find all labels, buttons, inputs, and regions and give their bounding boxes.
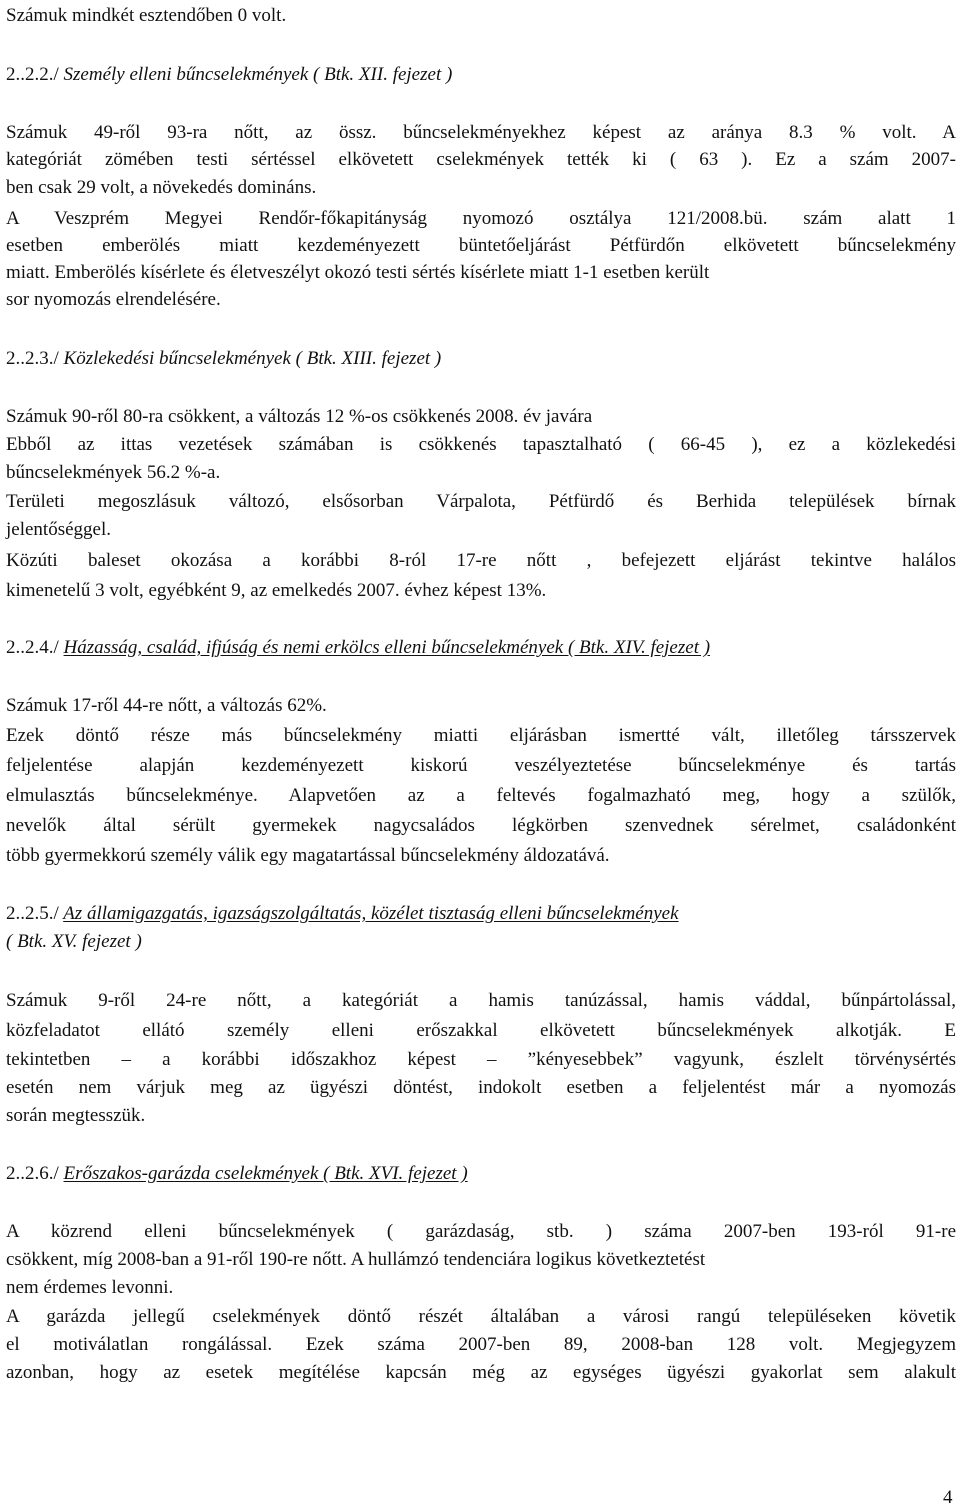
text-line: kategóriát zömében testi sértéssel elkövetett cselekmények tették ki ( 63 ). Ez a szám 2007- — [6, 149, 956, 170]
text-line: tekintetben – a korábbi időszakhoz képest – ”kényesebbek” vagyunk, észlelt törvénysértés — [6, 1049, 956, 1070]
text-line: Ezek döntő része más bűncselekmény miatti eljárásban ismertté vált, illetőleg társszervek — [6, 725, 956, 746]
text-line: közfeladatot ellátó személy elleni erőszakkal elkövetett bűncselekmények alkotják. E — [6, 1020, 956, 1041]
section-number: 2..2.4./ — [6, 637, 59, 658]
text-line: bűncselekmények 56.2 %-a. — [6, 462, 221, 483]
text-line: esetén nem várjuk meg az ügyészi döntést, indokolt esetben a feljelentést már a nyomozás — [6, 1077, 956, 1098]
section-heading — [6, 902, 956, 926]
text-line: Közúti baleset okozása a korábbi 8-ról 17-re nőtt , befejezett eljárást tekintve halálos — [6, 550, 956, 571]
section-heading-continuation: ( Btk. XV. fejezet ) — [6, 931, 142, 952]
text-line: több gyermekkorú személy válik egy magatartással bűncselekmény áldozatává. — [6, 845, 610, 866]
section-title: Az államigazgatás, igazságszolgáltatás, közélet tisztaság elleni bűncselekmények — [63, 903, 679, 924]
section-heading — [6, 1162, 956, 1186]
text-line: Ebből az ittas vezetések számában is csökkenés tapasztalható ( 66-45 ), ez a közlekedési — [6, 434, 956, 455]
section-heading — [6, 63, 956, 87]
text-line: elmulasztás bűncselekménye. Alapvetően az a feltevés fogalmazható meg, hogy a szülők, — [6, 785, 956, 806]
text-line: nem érdemes levonni. — [6, 1277, 174, 1298]
section-title: Házasság, család, ifjúság és nemi erkölcs elleni bűncselekmények ( Btk. XIV. fejezet ) — [63, 637, 711, 658]
text-line: azonban, hogy az esetek megítélése kapcsán még az egységes ügyészi gyakorlat sem alakult — [6, 1362, 956, 1383]
text-line: A garázda jellegű cselekmények döntő részét általában a városi rangú településeken követik — [6, 1306, 956, 1327]
text-line: Számuk 49-ről 93-ra nőtt, az össz. bűncselekményekhez képest az aránya 8.3 % volt. A — [6, 122, 956, 143]
text-line: miatt. Emberölés kísérlete és életveszélyt okozó testi sértés kísérlete miatt 1-1 esetben került — [6, 262, 710, 283]
text-line: sor nyomozás elrendelésére. — [6, 289, 221, 310]
section-number: 2..2.3./ — [6, 348, 59, 369]
text-line: Számuk 90-ről 80-ra csökkent, a változás 12 %-os csökkenés 2008. év javára — [6, 406, 593, 427]
section-heading — [6, 636, 956, 660]
text-line: feljelentése alapján kezdeményezett kiskorú veszélyeztetése bűncselekménye és tartás — [6, 755, 956, 776]
text-line: A Veszprém Megyei Rendőr-főkapitányság nyomozó osztálya 121/2008.bü. szám alatt 1 — [6, 208, 956, 229]
text-line: során megtesszük. — [6, 1105, 146, 1126]
section-number: 2..2.5./ — [6, 903, 59, 924]
text-line: esetben emberölés miatt kezdeményezett büntetőeljárást Pétfürdőn elkövetett bűncselekmény — [6, 235, 956, 256]
text-line: kimenetelű 3 volt, egyébként 9, az emelkedés 2007. évhez képest 13%. — [6, 580, 547, 601]
section-number: 2..2.6./ — [6, 1163, 59, 1184]
text-line: nevelők által sérült gyermekek nagycsaládos légkörben szenvednek sérelmet, családonként — [6, 815, 956, 836]
section-number: 2..2.2./ — [6, 64, 59, 85]
text-line: A közrend elleni bűncselekmények ( garázdaság, stb. ) száma 2007-ben 193-ról 91-re — [6, 1221, 956, 1242]
text-line: Területi megoszlásuk változó, elsősorban Várpalota, Pétfürdő és Berhida települések bírnak — [6, 491, 956, 512]
text-line: Számuk 17-ről 44-re nőtt, a változás 62%. — [6, 695, 327, 716]
text-line: Számuk 9-ről 24-re nőtt, a kategóriát a hamis tanúzással, hamis váddal, bűnpártolással, — [6, 990, 956, 1011]
page-number: 4 — [943, 1487, 953, 1508]
text-line: csökkent, míg 2008-ban a 91-ről 190-re nőtt. A hullámzó tendenciára logikus következtetést — [6, 1249, 706, 1270]
text-line: Számuk mindkét esztendőben 0 volt. — [6, 5, 287, 26]
text-line: jelentőséggel. — [6, 519, 111, 540]
section-title: Erőszakos-garázda cselekmények ( Btk. XVI. fejezet ) — [63, 1163, 468, 1184]
text-line: el motiválatlan rongálással. Ezek száma 2007-ben 89, 2008-ban 128 volt. Megjegyzem — [6, 1334, 956, 1355]
section-title: Közlekedési bűncselekmények ( Btk. XIII. fejezet ) — [63, 348, 442, 369]
text-line: ben csak 29 volt, a növekedés domináns. — [6, 177, 317, 198]
section-heading — [6, 347, 956, 371]
section-title: Személy elleni bűncselekmények ( Btk. XII. fejezet ) — [63, 64, 453, 85]
